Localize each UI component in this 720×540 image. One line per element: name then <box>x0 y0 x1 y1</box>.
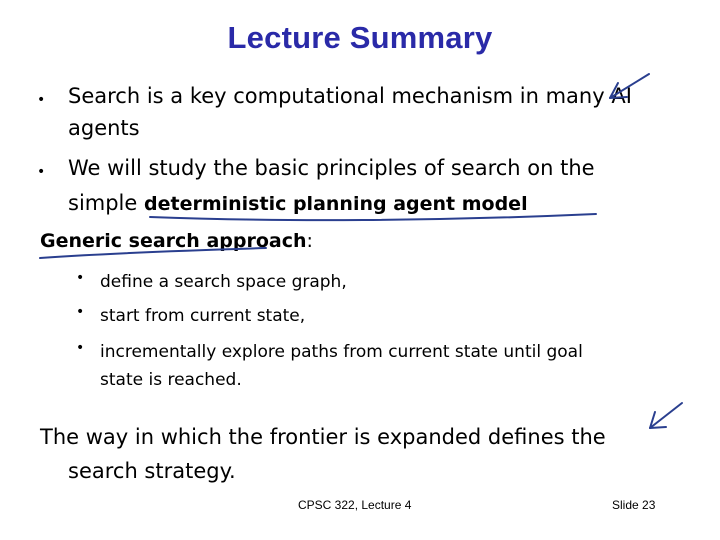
approach-heading <box>40 230 313 252</box>
approach-heading-text: Generic search approach <box>40 230 307 252</box>
bullet-marker: • <box>37 164 46 180</box>
sub-item-3-line-2: state is reached. <box>100 370 242 390</box>
bullet-2-emphasis: deterministic planning agent model <box>144 193 528 215</box>
bullet-1-line-2: agents <box>68 116 140 140</box>
bullet-2-line-2 <box>68 191 528 215</box>
sub-item-1: define a search space graph, <box>100 272 347 292</box>
sub-bullet-marker: • <box>76 304 85 320</box>
bullet-marker: • <box>37 92 46 108</box>
sub-bullet-marker: • <box>76 270 85 286</box>
bullet-2-line-1: We will study the basic principles of search on the <box>68 156 595 180</box>
slide-title: Lecture Summary <box>227 20 493 55</box>
footer-course: CPSC 322, Lecture 4 <box>298 498 412 512</box>
bullet-2-prefix: simple <box>68 191 144 215</box>
annotation-arrow-2 <box>650 403 682 428</box>
approach-heading-colon: : <box>306 230 313 252</box>
sub-item-3-line-1: incrementally explore paths from current state until goal <box>100 342 583 362</box>
sub-bullet-marker: • <box>76 340 85 356</box>
conclusion-line-1: The way in which the frontier is expanded defines the <box>40 425 606 449</box>
footer-slide-number: Slide 23 <box>612 498 656 512</box>
sub-item-2: start from current state, <box>100 306 306 326</box>
conclusion-line-2: search strategy. <box>68 459 236 483</box>
bullet-1-line-1: Search is a key computational mechanism in many AI <box>68 84 632 108</box>
